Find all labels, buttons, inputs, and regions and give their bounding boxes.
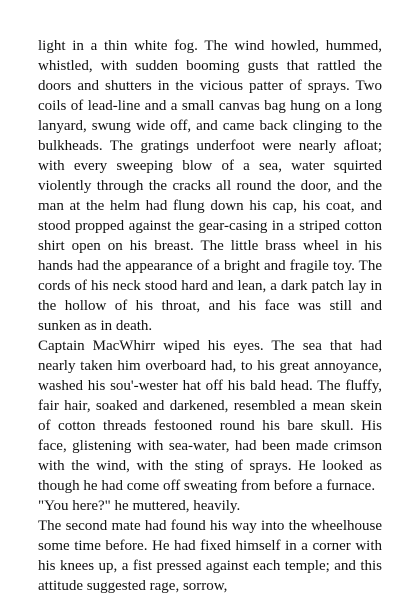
paragraph-second-mate: The second mate had found his way into the wheelhouse some time before. He had fixed himself in a corner with his knees up, a fist pressed against each temple; and this attitude suggested rage, sorrow, — [38, 518, 382, 594]
paragraph-fog-wheelhouse: light in a thin white fog. The wind howled, hummed, whistled, with sudden booming gusts that rattled the doors and shutters in the vicious patter of sprays. Two coils of lead-line and a small canvas bag hung on a long lanyard, swung wide off, and came back clinging to the bulkheads. The gratings underfoot were nearly afloat; with every sweeping blow of a sea, water squirted violently through the cracks all round the door, and the man at the helm had flung down his cap, his coat, and stood propped against the gear-casing in a striped cotton shirt open on his breast. The little brass wheel in his hands had the appearance of a bright and fragile toy. The cords of his neck stood hard and lean, a dark patch lay in the hollow of his throat, and his face was still and sunken as in death. — [38, 38, 382, 334]
paragraph-you-here: "You here?" he muttered, heavily. — [38, 498, 241, 514]
paragraph-captain-macwhirr: Captain MacWhirr wiped his eyes. The sea that had nearly taken him overboard had, to his great annoyance, washed his sou'-wester hat off his bald head. The fluffy, fair hair, soaked and darkened, resembled a mean skein of cotton threads festooned round his bare skull. His face, glistening with sea-water, had been made crimson with the wind, with the sting of sprays. He looked as though he had come off sweating from before a furnace. — [38, 338, 382, 494]
page-body — [38, 36, 382, 596]
